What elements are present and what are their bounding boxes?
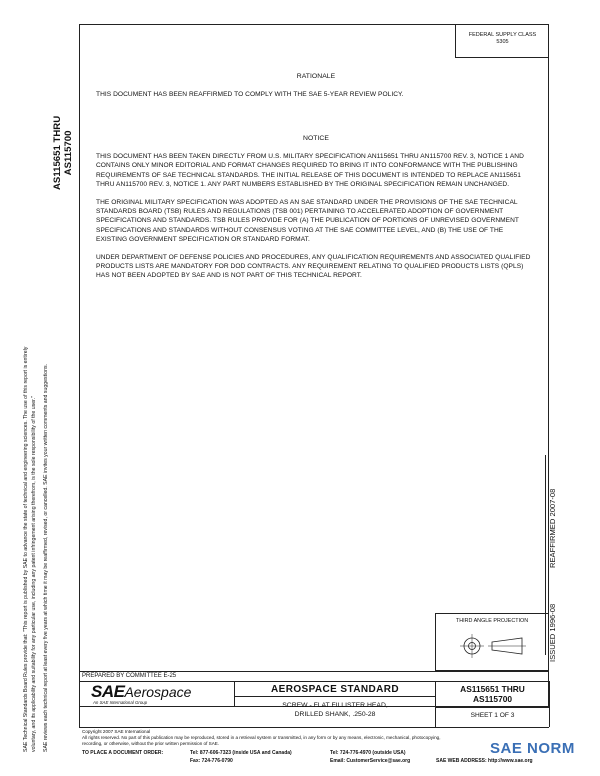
notice-heading: NOTICE — [303, 135, 329, 142]
rationale-heading: RATIONALE — [296, 73, 336, 80]
doc-number: AS115651 THRU AS115700 — [460, 684, 525, 704]
footer-rights: All rights reserved. No part of this publication may be reproduced, stored in a retrieval system or transmitted, in any form or by any means, electronic, mechanical, photocopying, — [82, 735, 441, 740]
reaffirmed-stamp: REAFFIRMED 2007-08 — [548, 488, 557, 568]
aerospace-standard-title: AEROSPACE STANDARD — [271, 684, 399, 695]
prepared-line — [79, 671, 549, 672]
sae-logo-text: SAE — [91, 682, 125, 701]
titleblock-left-line — [79, 681, 80, 727]
titleblock-bottom-line — [79, 727, 549, 728]
rationale-section — [96, 72, 536, 99]
projection-symbol-icon — [436, 624, 548, 664]
titleblock-right-line — [549, 681, 550, 727]
title-under-line — [235, 696, 435, 697]
rationale-text: THIS DOCUMENT HAS BEEN REAFFIRMED TO COMPLY WITH THE SAE 5-YEAR REVIEW POLICY. — [96, 91, 404, 99]
part-description: SCREW - FLAT FILLISTER HEAD, DRILLED SHANK, .250-28 — [282, 702, 388, 718]
footer-tel-2: Tel: 724-776-4970 (outside USA) — [330, 750, 406, 756]
watermark: SAE NORM — [490, 740, 575, 757]
aerospace-logo-text: Aerospace — [124, 684, 192, 700]
footer-fax: Fax: 724-776-0790 — [190, 758, 233, 764]
third-angle-projection-box — [435, 613, 549, 671]
sae-logo — [79, 681, 235, 707]
notice-paragraph-1: THIS DOCUMENT HAS BEEN TAKEN DIRECTLY FROM U.S. MILITARY SPECIFICATION AN115651 THRU AN115700 REV. 3, NOTICE 1 AND CONTAINS ONLY MINOR EDITORIAL AND FORMAT CHANGES REQUIRED TO BRING IT INTO CONFORMANCE WITH THE PUBLISHING REQUIREMENTS OF SAE TECHNICAL STANDARDS. THE INITIAL RELEASE OF THIS DOCUMENT IS INTENDED TO REPLACE AN115651 THRU AN115700 REV. 3, NOTICE 1. ANY PART NUMBERS ESTABLISHED BY THE ORIGINAL SPECIFICATION REMAIN UNCHANGED. — [96, 153, 524, 188]
footer-rights-2: recording, or otherwise, without the prior written permission of SAE. — [82, 741, 220, 746]
left-frame-line — [79, 24, 80, 707]
logo-tagline: An SAE International Group — [93, 700, 148, 705]
issued-stamp: ISSUED 1996-08 — [548, 603, 557, 662]
footer-tel-1: Tel: 877-606-7323 (inside USA and Canada) — [190, 750, 292, 756]
prepared-by: PREPARED BY COMMITTEE E-25 — [82, 673, 177, 679]
notice-paragraph-2: THE ORIGINAL MILITARY SPECIFICATION WAS ADOPTED AS AN SAE STANDARD UNDER THE PROVISIONS OF THE SAE TECHNICAL STANDARDS BOARD (TSB) RULES AND REGULATIONS (TSB 001) PERTAINING TO ACCELERATED ADOPTION OF GOVERNMENT SPECIFICATIONS AND STANDARDS. TSB RULES PROVIDE FOR (A) THE PUBLICATION OF PORTIONS OF UNREVISED GOVERNMENT SPECIFICATIONS AND STANDARDS WITHOUT CONSENSUS VOTING AT THE SAE COMMITTEE LEVEL, AND (B) THE USE OF THE EXISTING GOVERNMENT SPECIFICATION OR STANDARD FORMAT. — [96, 199, 519, 243]
footer-web: SAE WEB ADDRESS: http://www.sae.org — [436, 758, 533, 764]
sheet-number: SHEET 1 OF 3 — [470, 712, 515, 719]
notice-paragraph-3: UNDER DEPARTMENT OF DEFENSE POLICIES AND PROCEDURES, ANY QUALIFICATION REQUIREMENTS AND ASSOCIATED QUALIFIED PRODUCTS LISTS ARE MANDATORY FOR DOD CONTRACTS. ANY REQUIREMENT RELATING TO QUALIFIED PRODUCTS LISTS (QPLS) HAS NOT BEEN ADOPTED BY SAE AND IS NOT PART OF THIS TECHNICAL REPORT. — [96, 254, 531, 280]
sheet-line — [435, 707, 549, 708]
footer-email: Email: CustomerService@sae.org — [330, 758, 411, 764]
third-angle-projection-label: THIRD ANGLE PROJECTION — [455, 618, 529, 624]
footer-copyright: Copyright 2007 SAE International — [82, 729, 151, 734]
side-doc-number: AS115651 THRU AS115700 — [52, 115, 74, 190]
footer-order-label: TO PLACE A DOCUMENT ORDER: — [82, 750, 164, 756]
federal-supply-class: FEDERAL SUPPLY CLASS 5305 — [455, 24, 549, 58]
page-frame — [79, 24, 549, 707]
left-disclaimer: SAE Technical Standards Board Rules provide that: "This report is published by SAE to advance the state of technical and engineering sciences. The use of this report is entirely voluntary, and its applicability and suitability for any particular use, including any patent infringement arising therefrom, is the sole responsibility of the user." SAE reviews each technical report at least every five years at which time it may be reaffirmed, revised, or cancelled. SAE invites your written comments and suggestions. — [23, 346, 49, 752]
notice-section — [96, 134, 536, 281]
